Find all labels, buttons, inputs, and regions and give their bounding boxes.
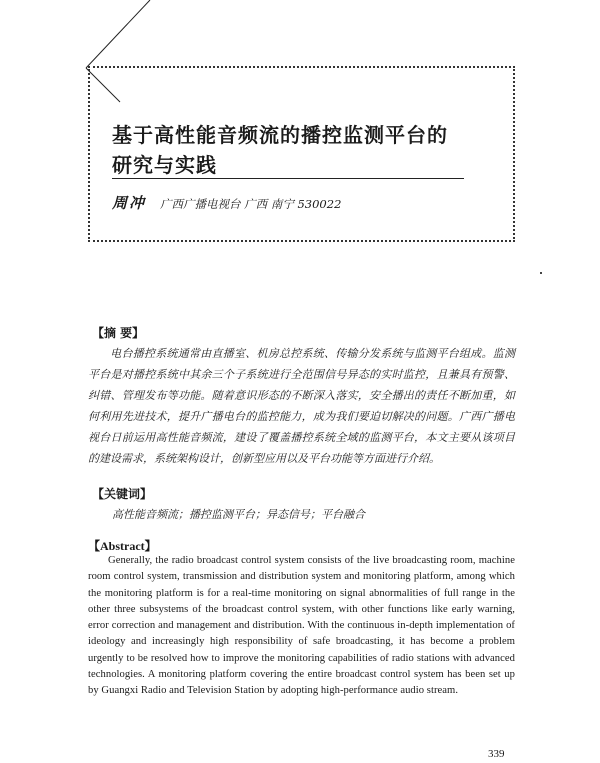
author-affiliation: 广西广播电视台 广西 南宁 530022	[160, 197, 342, 211]
paper-title-line-1: 基于高性能音频流的播控监测平台的	[112, 123, 448, 147]
abstract-en-body	[88, 553, 515, 700]
keywords-cn-label: 【关键词】	[92, 487, 153, 501]
decorative-diagonal-upper	[86, 0, 150, 68]
paper-title	[112, 120, 492, 180]
abstract-en-label: 【Abstract】	[88, 539, 157, 553]
abstract-cn-label: 【摘 要】	[92, 326, 145, 340]
abstract-cn-text: 电台播控系统通常由直播室、机房总控系统、传输分发系统与监测平台组成。监测平台是对播控系统中其余三个子系统进行全范围信号异态的实时监控，且兼具有预警、纠错、管理发布等功能。随着意识形态的不断深入落实，安全播出的责任不断加重，如何利用先进技术，提升广播电台的监控能力，成为我们要迫切解决的问题。广西广播电视台日前运用高性能音频流，建设了覆盖播控系统全域的监测平台，本文主要从该项目的建设需求，系统架构设计，创新型应用以及平台功能等方面进行介绍。	[88, 347, 515, 465]
author-name: 周冲	[112, 194, 147, 212]
abstract-en-text: Generally, the radio broadcast control system consists of the live broadcasting room, machine room control system, transmission and distribution system and monitoring platform, among which the monitoring platform is for a real-time monitoring on signal abnormalities of full range in the other three subsystems of the broadcast control system, with other functions like early warning, error correction and management and distribution. With the continuous in-depth implementation of ideology and increasingly high responsibility of safe broadcasting, it has become a problem urgently to be resolved how to improve the monitoring capabilities of radio stations with advanced technologies. A monitoring platform covering the entire broadcast control system has been set up by Guangxi Radio and Television Station by adopting high-performance audio stream.	[88, 555, 515, 697]
abstract-cn-body	[88, 343, 515, 469]
keywords-cn-text: 高性能音频流；播控监测平台；异态信号；平台融合	[112, 508, 365, 521]
paper-title-line-2: 研究与实践	[112, 153, 217, 177]
scan-speck	[540, 272, 542, 274]
author-block	[112, 192, 492, 213]
page-number: 339	[488, 748, 505, 760]
title-divider	[112, 178, 464, 179]
